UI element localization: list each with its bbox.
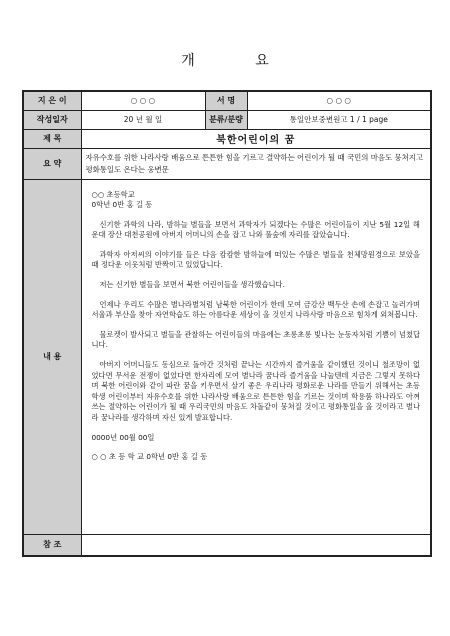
summary-label: 요 약 <box>23 148 81 179</box>
date-value: 20 년 월 일 <box>81 110 205 129</box>
paragraph-3: 저는 신기한 별들을 보면서 북한 어린이들을 생각했습니다. <box>99 280 285 290</box>
subject-label: 제 목 <box>23 129 81 148</box>
paragraph-2: 과학자 아저씨의 이야기를 들은 다음 캄캄한 밤하늘에 떠있는 수많은 별들을 천체망원경으로 보았을 때 정다운 이웃처럼 반짝이고 있었답니다. <box>91 249 420 270</box>
paragraph-1: 신기한 과학의 나라, 밤하늘 별들을 보면서 과학자가 되겠다는 수많은 어린이들이 지난 5월 12일 해운대 장산 대천공원에 아버지 어머니의 손을 잡고 나와 풀숲에 자리를 잡았습니다. <box>91 219 420 240</box>
reference-value <box>81 534 431 556</box>
content-body <box>81 179 431 534</box>
subject-value: 북한어린이의 꿈 <box>81 129 431 148</box>
reader-label: 서 명 <box>205 91 247 110</box>
date-label: 작성일자 <box>23 110 81 129</box>
summary-form-table <box>22 90 432 557</box>
school-name: ○○ 초등학교 <box>91 189 135 199</box>
author-label: 지 은 이 <box>23 91 81 110</box>
author-value: ○ ○ ○ <box>81 91 205 110</box>
document-title: 개 요 <box>181 53 297 69</box>
student-name: 0학년 0반 홍 길 동 <box>91 200 153 210</box>
reference-label: 참 조 <box>23 534 81 556</box>
summary-value: 자유수호를 위한 나라사랑 배움으로 튼튼한 힘을 기르고 결약하는 어린이가 될 때 국민의 마음도 뭉쳐지고 평화통일도 온다는 웅변문 <box>81 148 431 179</box>
reader-value: ○ ○ ○ <box>247 91 431 110</box>
speech-date: 0000년 00월 00일 <box>91 432 155 442</box>
classification-value: 통일안보중변원고 1 / 1 page <box>247 110 431 129</box>
paragraph-6: 아버지 어머니들도 동심으로 돌아간 것처럼 끝나는 시간까지 즐거움을 같이했던 것이니 철조망이 없었다면 무서운 전쟁이 없었다면 한자리에 모여 별나라 꿈나라 즐거움을 나눌텐데 지금은 그렇지 못하다며 북한 어린이와 같이 파란 꿈을 키우면서 살기 좋은 우리나라 평화로운 나라를 만들기 위해서는 초등학생 어린이부터 자유수호를 위한 나라사랑 배움으로 튼튼한 힘을 기르는 것이며 학용품 하나라도 아껴 쓰는 절약하는 어린이가 될 때 우리국민의 마음도 차돌같이 뭉쳐질 것이고 평화통일을 올 것이라고 별나라 꿈나라를 생각하며 자신 있게 발표합니다. <box>91 360 420 422</box>
signature: ○ ○ 초 등 학 교 0학년 0반 홍 길 동 <box>91 452 208 462</box>
content-label: 내 용 <box>23 179 81 534</box>
paragraph-5: 물로켓이 발사되고 별들을 관찰하는 어린이들의 마음에는 초롱초롱 빛나는 눈동자처럼 기쁨이 넘쳤답니다. <box>91 329 420 350</box>
paragraph-4: 언제나 우리도 수많은 별나라별처럼 남북한 어린이가 한데 모여 금강산 백두산 손에 손잡고 놀러가며 서울과 부산을 찾아 자연학습도 하는 아름다운 세상이 올 것인지 나라사랑 마음으로 힘차게 외쳐봅니다. <box>91 299 420 320</box>
classification-label: 분류/분량 <box>205 110 247 129</box>
